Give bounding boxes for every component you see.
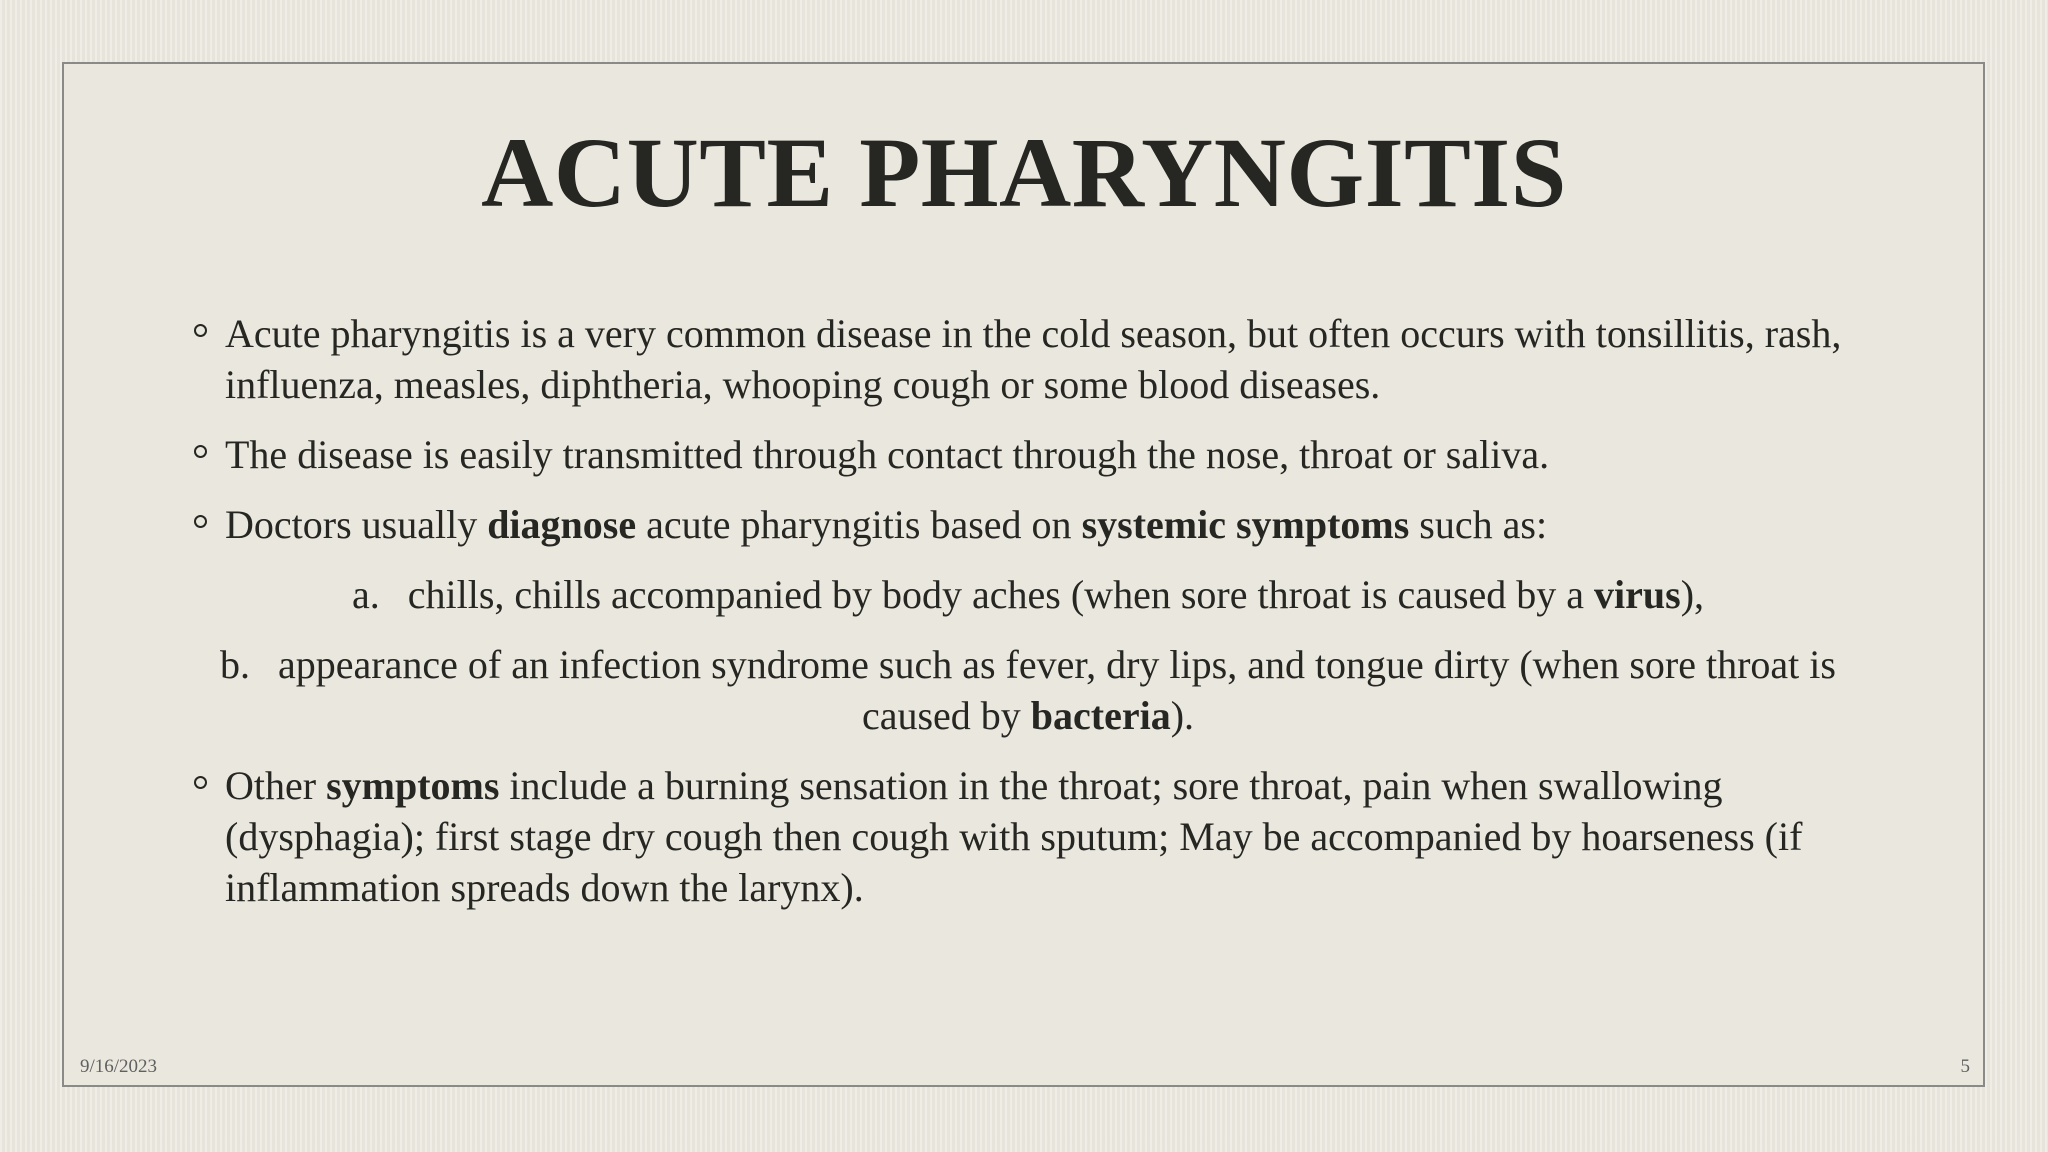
sub-item-text: ).: [1170, 693, 1195, 738]
bold-term: virus: [1594, 572, 1681, 617]
bullet-text: The disease is easily transmitted through contact through the nose, throat or saliva.: [225, 432, 1550, 477]
circle-bullet-icon: [194, 776, 207, 789]
circle-bullet-icon: [194, 515, 207, 528]
circle-bullet-icon: [194, 445, 207, 458]
bullet-text: Other: [225, 763, 327, 808]
sub-item-text: chills, chills accompanied by body aches (when sore throat is caused by a: [407, 572, 1595, 617]
bullet-item: [198, 429, 1858, 480]
bullet-text: include a burning sensation in the throat; sore throat, pain when swallowing (dysphagia); first stage dry cough then cough with sputum; May be accompanied by hoarseness (if inflammation spreads down the larynx).: [225, 763, 1803, 910]
sub-item-a: [198, 569, 1858, 620]
bold-term: systemic symptoms: [1081, 502, 1410, 547]
bullet-text: Doctors usually: [225, 502, 488, 547]
sub-item-b: [198, 639, 1858, 741]
slide-content: [198, 308, 1858, 932]
bold-term: diagnose: [487, 502, 637, 547]
bold-term: bacteria: [1030, 693, 1171, 738]
sub-item-text: appearance of an infection syndrome such as fever, dry lips, and tongue dirty (when sore throat is caused by: [278, 642, 1836, 738]
sub-item-label: b.: [220, 642, 251, 687]
slide-date: 9/16/2023: [80, 1056, 158, 1077]
circle-bullet-icon: [194, 324, 207, 337]
bullet-text: acute pharyngitis based on: [636, 502, 1082, 547]
sub-item-label: a.: [351, 572, 380, 617]
slide-title: ACUTE PHARYNGITIS: [481, 117, 1567, 228]
slide-page-number: 5: [1960, 1056, 1970, 1077]
bullet-item: [198, 760, 1858, 913]
sub-item-text: ),: [1680, 572, 1705, 617]
bold-term: symptoms: [326, 763, 500, 808]
bullet-item: [198, 308, 1858, 410]
bullet-text: Acute pharyngitis is a very common disease in the cold season, but often occurs with tonsillitis, rash, influenza, measles, diphtheria, whooping cough or some blood diseases.: [225, 311, 1842, 407]
bullet-item: [198, 499, 1858, 550]
bullet-text: such as:: [1409, 502, 1548, 547]
